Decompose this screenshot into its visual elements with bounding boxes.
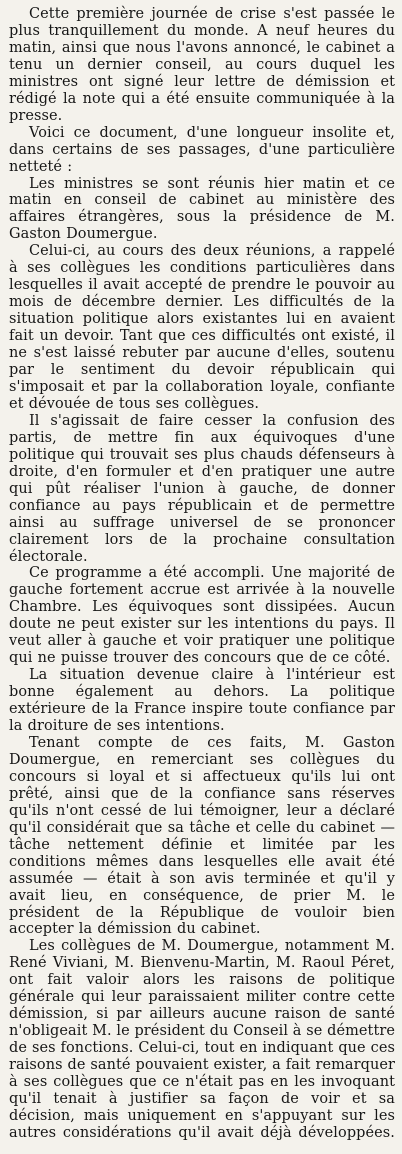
paragraph-colleagues-objection: Les collègues de M. Doumergue, notamment M. René Viviani, M. Bienvenu-Martin, M. Raoul Péret, ont fait valoir alors les raisons de politique générale qui leur paraissaient militer contre cette démission, si par ailleurs aucune raison de santé n'obligeait M. le président du Conseil à se démettre de ses fonctions. Celui-ci, tout en indiquant que ces raisons de santé pouvaient exister, a fait remarquer à ses collègues que ce n'était pas en les invoquant qu'il tenait à justifier sa façon de voir et sa décision, mais uniquement en s'appuyant sur les autres considérations qu'il avait déjà développées. bbox=[9, 938, 395, 1141]
paragraph-foreign-situation: La situation devenue claire à l'intérieur est bonne également au dehors. La politique extérieure de la France inspire toute confiance par la droiture de ses intentions. bbox=[9, 667, 395, 735]
paragraph-end-confusion: Il s'agissait de faire cesser la confusion des partis, de mettre fin aux équivoques d'une politique qui trouvait ses plus chauds défenseurs à droite, d'en formuler et d'en pratiquer une autre qui pût réaliser l'union à gauche, de donner confiance au pays républicain et de permettre ainsi au suffrage universel de se prononcer clairement lors de la prochaine consultation électorale. bbox=[9, 412, 395, 565]
paragraph-ministers-meeting: Les ministres se sont réunis hier matin et ce matin en conseil de cabinet au ministère des affaires étrangères, sous la présidence de M. Gaston Doumergue. bbox=[9, 175, 395, 243]
paragraph-document-intro: Voici ce document, d'une longueur insolite et, dans certains de ses passages, d'une particulière netteté : bbox=[9, 124, 395, 175]
paragraph-resignation-request: Tenant compte de ces faits, M. Gaston Doumergue, en remerciant ses collègues du concours si loyal et si affectueux qu'ils lui ont prêté, ainsi que de la confiance sans réserves qu'ils n'ont cessé de lui témoigner, leur a déclaré qu'il considérait que sa tâche et celle du cabinet — tâche nettement définie et limitée par les conditions mêmes dans lesquelles elle avait été assumée — était à son avis terminée et qu'il y avait lieu, en conséquence, de prier M. le président de la République de vouloir bien accepter la démission du cabinet. bbox=[9, 734, 395, 938]
paragraph-crisis-first-day: Cette première journée de crise s'est passée le plus tranquillement du monde. A neuf heures du matin, ainsi que nous l'avons annoncé, le cabinet a tenu un dernier conseil, au cours duquel les ministres ont signé leur lettre de démission et rédigé la note qui a été ensuite communiquée à la presse. bbox=[9, 6, 395, 124]
paragraph-program-accomplished: Ce programme a été accompli. Une majorité de gauche fortement accrue est arrivée à la nouvelle Chambre. Les équivoques sont dissipées. Aucun doute ne peut exister sur les intentions du pays. Il veut aller à gauche et voir pratiquer une politique qui ne puisse trouver des concours que de ce côté. bbox=[9, 565, 395, 667]
paragraph-conditions-recalled: Celui-ci, au cours des deux réunions, a rappelé à ses collègues les conditions particulières dans lesquelles il avait accepté de prendre le pouvoir au mois de décembre dernier. Les difficultés de la situation politique alors existantes lui en avaient fait un devoir. Tant que ces difficultés ont existé, il ne s'est laissé rebuter par aucune d'elles, soutenu par le sentiment du devoir républicain qui s'imposait et par la collaboration loyale, confiante et dévouée de tous ses collègues. bbox=[9, 243, 395, 412]
